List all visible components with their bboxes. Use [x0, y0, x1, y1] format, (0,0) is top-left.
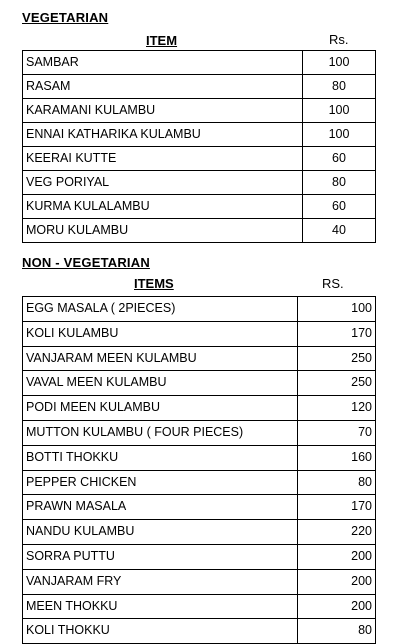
nonveg-price-header: RS.	[322, 276, 344, 291]
table-row	[23, 321, 376, 346]
table-row	[23, 470, 376, 495]
item-name: MUTTON KULAMBU ( FOUR PIECES)	[23, 420, 298, 445]
item-price: 80	[303, 171, 376, 195]
item-name: BOTTI THOKKU	[23, 445, 298, 470]
table-row	[23, 346, 376, 371]
item-name: VAVAL MEEN KULAMBU	[23, 371, 298, 396]
veg-item-header: ITEM	[146, 33, 178, 48]
item-price: 100	[303, 123, 376, 147]
item-name: VEG PORIYAL	[23, 171, 303, 195]
item-name: VANJARAM MEEN KULAMBU	[23, 346, 298, 371]
item-price: 80	[298, 470, 376, 495]
item-price: 60	[303, 147, 376, 171]
item-price: 120	[298, 396, 376, 421]
nonveg-menu-table	[22, 296, 376, 644]
item-price: 170	[298, 495, 376, 520]
table-row	[23, 495, 376, 520]
item-name: KOLI THOKKU	[23, 619, 298, 644]
table-row	[23, 520, 376, 545]
table-row	[23, 420, 376, 445]
item-price: 100	[303, 51, 376, 75]
table-row	[23, 371, 376, 396]
table-row	[23, 219, 376, 243]
table-row	[23, 147, 376, 171]
nonveg-item-header: ITEMS	[134, 276, 174, 291]
item-name: RASAM	[23, 75, 303, 99]
item-name: VANJARAM FRY	[23, 569, 298, 594]
item-name: KOLI KULAMBU	[23, 321, 298, 346]
item-price: 40	[303, 219, 376, 243]
table-row	[23, 297, 376, 322]
item-price: 220	[298, 520, 376, 545]
item-price: 170	[298, 321, 376, 346]
veg-price-header: Rs.	[329, 32, 349, 47]
item-name: PODI MEEN KULAMBU	[23, 396, 298, 421]
item-name: ENNAI KATHARIKA KULAMBU	[23, 123, 303, 147]
nonveg-section-title: NON - VEGETARIAN	[22, 255, 150, 270]
item-price: 70	[298, 420, 376, 445]
item-price: 250	[298, 371, 376, 396]
table-row	[23, 445, 376, 470]
item-name: MEEN THOKKU	[23, 594, 298, 619]
table-row	[23, 544, 376, 569]
table-row	[23, 123, 376, 147]
item-name: KARAMANI KULAMBU	[23, 99, 303, 123]
item-name: SAMBAR	[23, 51, 303, 75]
item-price: 160	[298, 445, 376, 470]
veg-menu-table	[22, 50, 376, 243]
item-name: MORU KULAMBU	[23, 219, 303, 243]
nonveg-table-body	[23, 297, 376, 644]
item-name: NANDU KULAMBU	[23, 520, 298, 545]
item-name: PEPPER CHICKEN	[23, 470, 298, 495]
table-row	[23, 171, 376, 195]
item-name: KEERAI KUTTE	[23, 147, 303, 171]
item-price: 250	[298, 346, 376, 371]
item-price: 100	[303, 99, 376, 123]
table-row	[23, 99, 376, 123]
veg-section-title: VEGETARIAN	[22, 10, 109, 25]
item-price: 80	[303, 75, 376, 99]
item-name: KURMA KULALAMBU	[23, 195, 303, 219]
item-price: 200	[298, 544, 376, 569]
table-row	[23, 569, 376, 594]
item-name: EGG MASALA ( 2PIECES)	[23, 297, 298, 322]
table-row	[23, 195, 376, 219]
item-name: SORRA PUTTU	[23, 544, 298, 569]
item-price: 60	[303, 195, 376, 219]
item-price: 200	[298, 594, 376, 619]
item-price: 100	[298, 297, 376, 322]
table-row	[23, 51, 376, 75]
table-row	[23, 396, 376, 421]
item-price: 200	[298, 569, 376, 594]
veg-table-body	[23, 51, 376, 243]
table-row	[23, 594, 376, 619]
table-row	[23, 619, 376, 644]
item-name: PRAWN MASALA	[23, 495, 298, 520]
table-row	[23, 75, 376, 99]
item-price: 80	[298, 619, 376, 644]
